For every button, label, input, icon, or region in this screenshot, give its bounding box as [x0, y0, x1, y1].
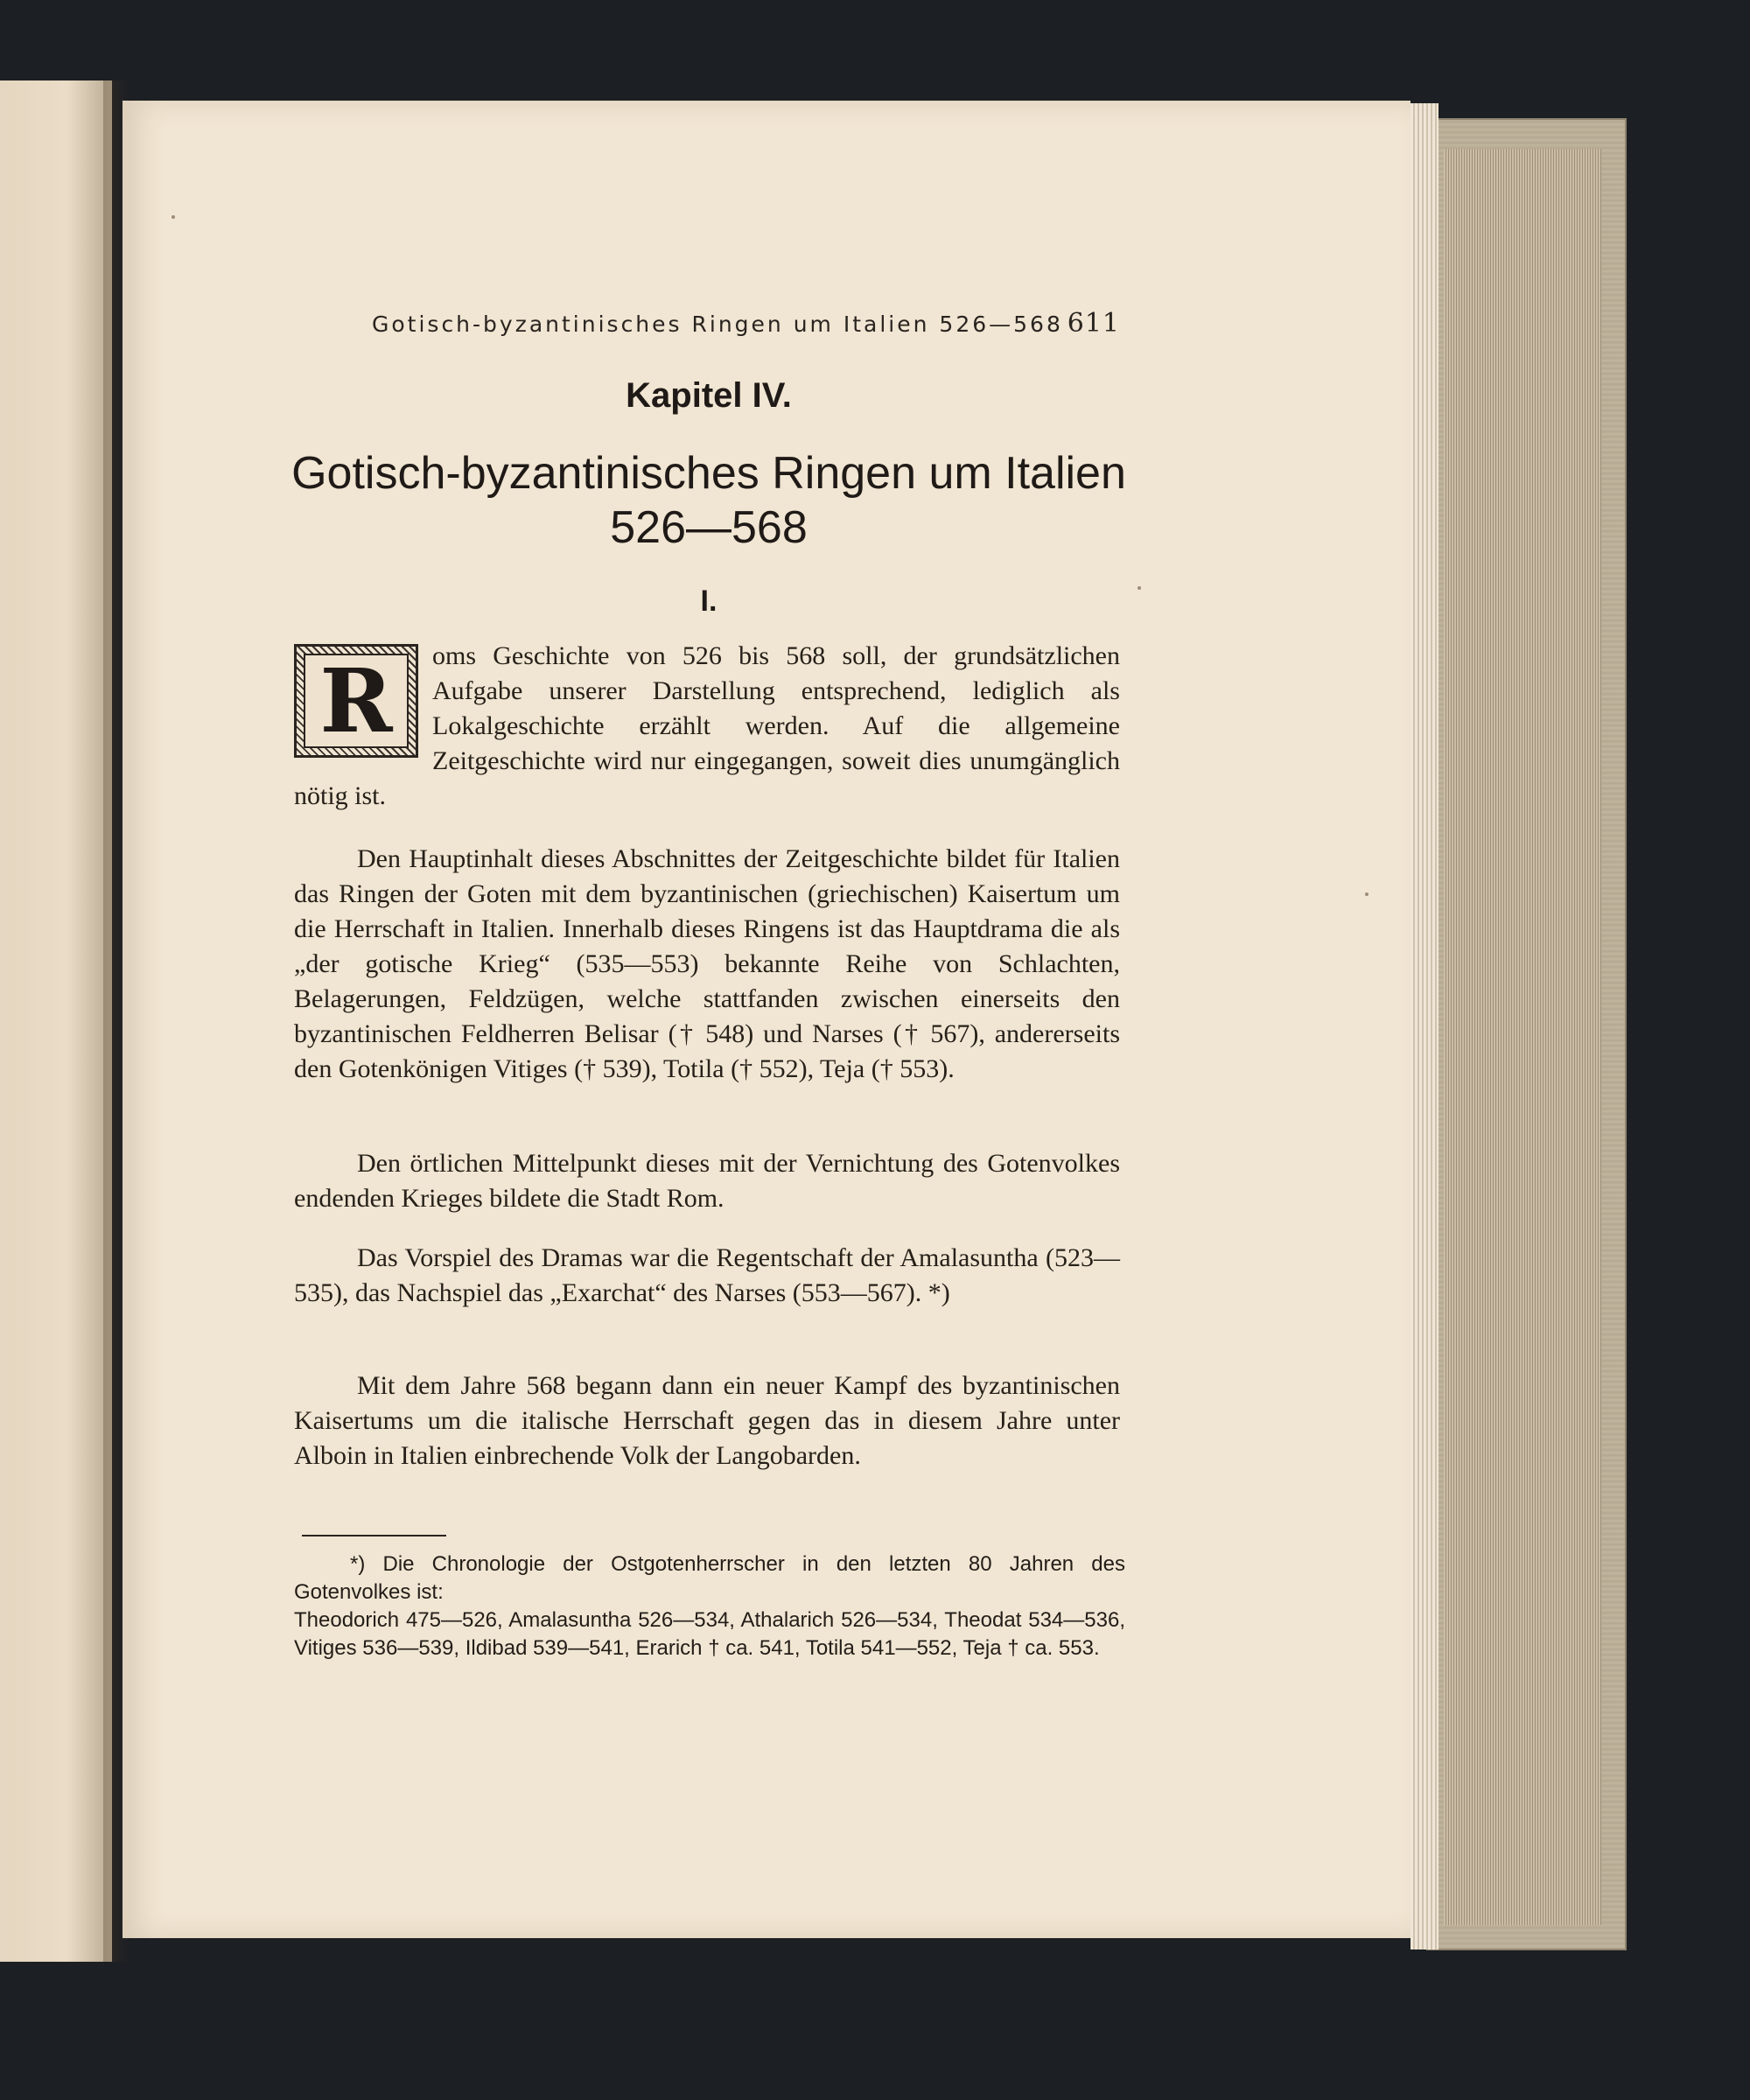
paragraph-1-text: oms Geschichte von 526 bis 568 soll, der grundsätzlichen Aufgabe unserer Darstellung entsprechend, lediglich als Lokalgeschichte erzählt werden. Auf die allgemeine Zeitgeschichte wird nur eingegangen, soweit dies unumgänglich nötig ist. — [294, 641, 1120, 810]
paper-speck — [1365, 892, 1368, 896]
footnote-rule — [302, 1535, 446, 1536]
section-number: I. — [700, 584, 718, 618]
initial-letter: R — [304, 654, 409, 748]
paragraph-5: Mit dem Jahre 568 begann dann ein neuer Kampf des byzantinischen Kaisertums um die italische Herrschaft gegen das in diesem Jahre unter Alboin in Italien einbrechende Volk der Langobarden. — [294, 1371, 1120, 1470]
page-block-edges — [1444, 149, 1601, 1925]
ornamental-initial — [294, 644, 418, 758]
running-head — [372, 308, 1120, 339]
paragraph-3: Den örtlichen Mittelpunkt dieses mit der Vernichtung des Gotenvolkes endenden Krieges bildete die Stadt Rom. — [294, 1149, 1120, 1213]
paper-speck — [172, 215, 175, 219]
paragraph-4: Das Vorspiel des Dramas war die Regentschaft der Amalasuntha (523—535), das Nachspiel das „Exarchat“ des Narses (553—567). *) — [294, 1243, 1120, 1307]
running-head-title: Gotisch-byzantinisches Ringen um Italien 526—568 — [372, 312, 1063, 337]
chapter-title — [262, 446, 1155, 555]
paper-speck — [1138, 586, 1141, 590]
previous-page-edge — [0, 80, 112, 1962]
page-stack-edges — [1410, 103, 1438, 1950]
page-number: 611 — [1067, 308, 1120, 339]
chapter-title-line-1: Gotisch-byzantinisches Ringen um Italien — [291, 448, 1126, 499]
chapter-label: Kapitel IV. — [626, 376, 792, 415]
footnote-chronology: Theodorich 475—526, Amalasuntha 526—534, Athalarich 526—534, Theodat 534—536, Vitiges 536—539, Ildibad 539—541, Erarich † ca. 541, Totila 541—552, Teja † ca. 553. — [294, 1608, 1125, 1660]
footnote-intro: *) Die Chronologie der Ostgotenherrscher in den letzten 80 Jahren des Gotenvolkes ist: — [294, 1552, 1125, 1604]
chapter-title-line-2: 526—568 — [610, 502, 808, 553]
paragraph-2: Den Hauptinhalt dieses Abschnittes der Zeitgeschichte bildet für Italien das Ringen der Goten mit dem byzantinischen (griechischen) Kaisertum um die Herrschaft in Italien. Innerhalb dieses Ringens ist das Hauptdrama die als „der gotische Krieg“ (535—553) bekannte Reihe von Schlachten, Belagerungen, Feldzügen, welche stattfanden zwischen einerseits den byzantinischen Feldherren Belisar († 548) und Narses († 567), andererseits den Gotenkönigen Vitiges († 539), Totila († 552), Teja († 553). — [294, 844, 1120, 1083]
paragraph-1 — [294, 639, 1120, 814]
